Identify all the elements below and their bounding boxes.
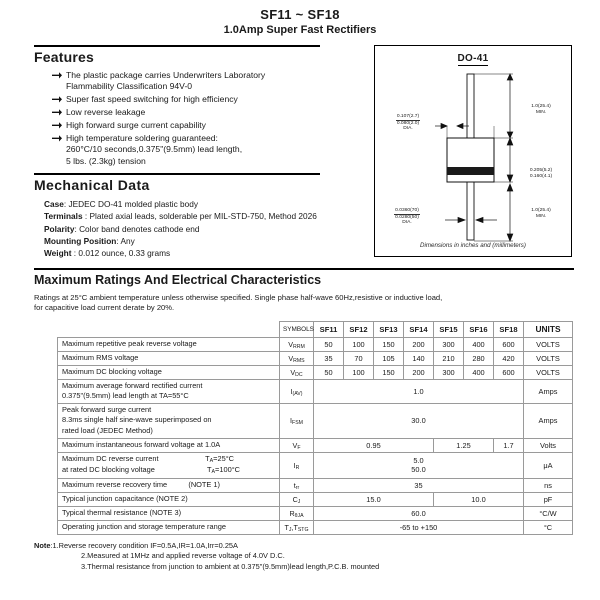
- feature-text: High forward surge current capability: [66, 120, 206, 131]
- arrow-bullet-icon: [52, 71, 62, 80]
- row-desc: Peak forward surge current 8.3ms single half sine-wave superimposed on rated load (JEDEC Method): [58, 403, 280, 438]
- cell-value: 50: [314, 337, 344, 351]
- table-row: [58, 492, 573, 506]
- row-desc: Typical thermal resistance (NOTE 3): [58, 506, 280, 520]
- mechanical-label: Case: [44, 199, 64, 210]
- row-unit: °C/W: [524, 506, 573, 520]
- mechanical-row: [34, 198, 354, 210]
- cell-value-group: 1.25: [434, 438, 494, 452]
- mechanical-sep: :: [116, 235, 121, 246]
- cell-value: 35: [314, 351, 344, 365]
- row-desc: Maximum DC blocking voltage: [58, 365, 280, 379]
- row-unit: ns: [524, 478, 573, 492]
- mechanical-sep: :: [74, 223, 80, 234]
- row-symbol: $I_{(AV)}$: [280, 379, 314, 403]
- mechanical-row: [34, 247, 354, 259]
- features-list: [34, 70, 354, 167]
- cell-value-span: 1.0: [314, 379, 524, 403]
- page-title: SF11 ~ SF18: [260, 7, 340, 22]
- cell-value: 300: [434, 337, 464, 351]
- table-row: [58, 351, 573, 365]
- cell-value: 150: [374, 365, 404, 379]
- mechanical-sep: :: [63, 199, 69, 210]
- row-unit: pF: [524, 492, 573, 506]
- cell-value: 140: [404, 351, 434, 365]
- feature-item: [52, 70, 354, 93]
- features-divider: [34, 45, 320, 47]
- cell-value: 400: [464, 365, 494, 379]
- mechanical-list: [34, 198, 354, 259]
- package-title: DO-41: [457, 53, 489, 64]
- cell-value-span: 30.0: [314, 403, 524, 438]
- ratings-section: [0, 268, 600, 535]
- mechanical-row: [34, 223, 354, 235]
- row-unit: VOLTS: [524, 365, 573, 379]
- feature-text: Super fast speed switching for high efficiency: [66, 94, 238, 105]
- row-desc-condition: $T_A=100^\circ C$: [206, 465, 240, 476]
- cell-value: 210: [434, 351, 464, 365]
- upper-section: [0, 45, 600, 259]
- header-part-sf11: SF11: [314, 321, 344, 337]
- header-part-sf16: SF16: [464, 321, 494, 337]
- feature-text: Low reverse leakage: [66, 107, 146, 118]
- cell-value-group: 15.0: [314, 492, 434, 506]
- ratings-divider: [34, 268, 574, 270]
- cell-value: 400: [464, 337, 494, 351]
- cell-value: 200: [404, 337, 434, 351]
- table-row: [58, 379, 573, 403]
- row-desc: Maximum repetitive peak reverse voltage: [58, 337, 280, 351]
- left-column: [34, 45, 354, 259]
- arrow-bullet-icon: [52, 108, 62, 117]
- mechanical-row: [34, 210, 354, 222]
- row-symbol: $I_{FSM}$: [280, 403, 314, 438]
- row-symbol: $V_{RRM}$: [280, 337, 314, 351]
- row-symbol: $R_{\theta JA}$: [280, 506, 314, 520]
- row-symbol: $C_J$: [280, 492, 314, 506]
- dim-lead-diameter-label: 0.0360(70) 0.0280(50) DIA.: [395, 208, 419, 226]
- row-desc: Maximum DC reverse current $T_A=25^\circ C$ at rated DC blocking voltage $T_A=100^\circ C$: [58, 452, 280, 478]
- notes-section: [0, 535, 600, 573]
- table-row: [58, 365, 573, 379]
- cell-value-span: 60.0: [314, 506, 524, 520]
- feature-text-cont: 5 lbs. (2.3kg) tension: [66, 155, 146, 166]
- cell-value: 100: [344, 365, 374, 379]
- mechanical-label: Polarity: [44, 223, 75, 234]
- cell-value: 600: [494, 337, 524, 351]
- mechanical-value: Color band denotes cathode end: [79, 223, 200, 234]
- header-part-sf13: SF13: [374, 321, 404, 337]
- arrow-bullet-icon: [52, 95, 62, 104]
- note-line-1: Note:1.Reverse recovery condition IF=0.5A,IR=1.0A,Irr=0.25A: [34, 540, 238, 550]
- cell-value-span: 35: [314, 478, 524, 492]
- table-row: [58, 452, 573, 478]
- cell-value-span: -65 to +150: [314, 520, 524, 534]
- row-unit: Amps: [524, 379, 573, 403]
- note-line-3: 3.Thermal resistance from junction to ambient at 0.375"(9.5mm)lead length,P.C.B. mounted: [81, 562, 380, 572]
- header-part-sf12: SF12: [344, 321, 374, 337]
- package-title-wrap: [375, 46, 571, 64]
- feature-text-cont: 260°C/10 seconds,0.375"(9.5mm) lead length,: [66, 144, 243, 155]
- mechanical-label: Mounting Position: [44, 235, 117, 246]
- row-desc-condition: $T_A=25^\circ C$: [205, 453, 234, 464]
- table-row: [58, 438, 573, 452]
- row-symbol: $V_{DC}$: [280, 365, 314, 379]
- cell-value: 100: [344, 337, 374, 351]
- cell-value: 300: [434, 365, 464, 379]
- header-blank: [58, 321, 280, 337]
- cell-value: 105: [374, 351, 404, 365]
- notes-label: Note: [34, 540, 51, 550]
- table-row: [58, 520, 573, 534]
- row-unit: μA: [524, 452, 573, 478]
- document-header: [0, 0, 600, 37]
- mechanical-row: [34, 235, 354, 247]
- cell-value: 200: [404, 365, 434, 379]
- cell-value: 600: [494, 365, 524, 379]
- row-desc: Maximum average forward rectified current 0.375"(9.5mm) lead length at TA=55°C: [58, 379, 280, 403]
- header-part-sf15: SF15: [434, 321, 464, 337]
- header-symbols: SYMBOLS: [280, 321, 314, 337]
- row-symbol: $I_R$: [280, 452, 314, 478]
- right-column: [354, 45, 572, 259]
- mechanical-label: Terminals: [44, 211, 83, 222]
- ratings-heading: Maximum Ratings And Electrical Characteristics: [34, 273, 322, 288]
- cell-value-span: 5.0 50.0: [314, 452, 524, 478]
- mechanical-value: Any: [120, 235, 135, 246]
- table-row: [58, 403, 573, 438]
- header-part-sf18: SF18: [494, 321, 524, 337]
- feature-text: High temperature soldering guaranteed:: [66, 133, 218, 144]
- feature-item: [52, 120, 354, 131]
- cell-value-group: 1.7: [494, 438, 524, 452]
- row-desc: Maximum RMS voltage: [58, 351, 280, 365]
- table-header-row: [58, 321, 573, 337]
- cell-value: 70: [344, 351, 374, 365]
- table-row: [58, 478, 573, 492]
- row-unit: VOLTS: [524, 351, 573, 365]
- mechanical-heading: Mechanical Data: [34, 177, 150, 194]
- row-unit: °C: [524, 520, 573, 534]
- mechanical-divider: [34, 173, 320, 175]
- mechanical-value: 0.012 ounce, 0.33 grams: [78, 248, 171, 259]
- row-symbol: $T_J,T_{STG}$: [280, 520, 314, 534]
- header-units: UNITS: [524, 321, 573, 337]
- row-symbol: $t_{rr}$: [280, 478, 314, 492]
- arrow-bullet-icon: [52, 121, 62, 130]
- row-unit: Amps: [524, 403, 573, 438]
- cathode-band: [447, 167, 494, 175]
- feature-item: [52, 107, 354, 118]
- mechanical-value: Plated axial leads, solderable per MIL-STD-750, Method 2026: [89, 211, 317, 222]
- cell-value: 150: [374, 337, 404, 351]
- row-desc: Maximum reverse recovery time (NOTE 1): [58, 478, 280, 492]
- page-subtitle: 1.0Amp Super Fast Rectifiers: [223, 24, 377, 36]
- package-drawing-box: [374, 45, 572, 257]
- row-unit: VOLTS: [524, 337, 573, 351]
- feature-text-cont: Flammability Classification 94V-0: [66, 81, 193, 92]
- dim-bottom-lead-label: 1.0(25.4) MIN.: [531, 208, 551, 219]
- row-unit: Volts: [524, 438, 573, 452]
- row-symbol: $V_F$: [280, 438, 314, 452]
- dim-body-diameter-label: 0.107(2.7) 0.080(2.0) DIA.: [396, 114, 420, 132]
- feature-item: [52, 94, 354, 105]
- row-desc: Maximum instantaneous forward voltage at 1.0A: [58, 438, 280, 452]
- mechanical-sep: :: [82, 211, 90, 222]
- cell-value: 280: [464, 351, 494, 365]
- feature-item: [52, 133, 354, 167]
- ratings-conditions: Ratings at 25°C ambient temperature unless otherwise specified. Single phase half-wave 60Hz,resistive or inductive load, for capacitive load current derate by 20%.: [34, 293, 443, 313]
- cell-value-group: 10.0: [434, 492, 524, 506]
- features-heading: Features: [34, 49, 94, 65]
- arrow-bullet-icon: [52, 134, 62, 143]
- row-desc: Typical junction capacitance (NOTE 2): [58, 492, 280, 506]
- feature-text: The plastic package carries Underwriters Laboratory: [66, 70, 266, 80]
- header-part-sf14: SF14: [404, 321, 434, 337]
- mechanical-label: Weight: [44, 248, 72, 259]
- row-symbol: $V_{RMS}$: [280, 351, 314, 365]
- specifications-table: [57, 321, 573, 535]
- table-row: [58, 337, 573, 351]
- note-line-2: 2.Measured at 1MHz and applied reverse voltage of 4.0V D.C.: [81, 551, 285, 561]
- table-row: [58, 506, 573, 520]
- mechanical-value: JEDEC DO-41 molded plastic body: [68, 199, 199, 210]
- mechanical-sep: :: [71, 248, 79, 259]
- cell-value-group: 0.95: [314, 438, 434, 452]
- dim-body-length-label: 0.205(5.2) 0.160(4.1): [529, 168, 553, 179]
- package-caption: Dimensions in inches and (millimeters): [420, 242, 526, 249]
- cell-value: 420: [494, 351, 524, 365]
- cell-value: 50: [314, 365, 344, 379]
- row-desc: Operating junction and storage temperature range: [58, 520, 280, 534]
- dim-top-lead-label: 1.0(25.4) MIN.: [531, 104, 551, 115]
